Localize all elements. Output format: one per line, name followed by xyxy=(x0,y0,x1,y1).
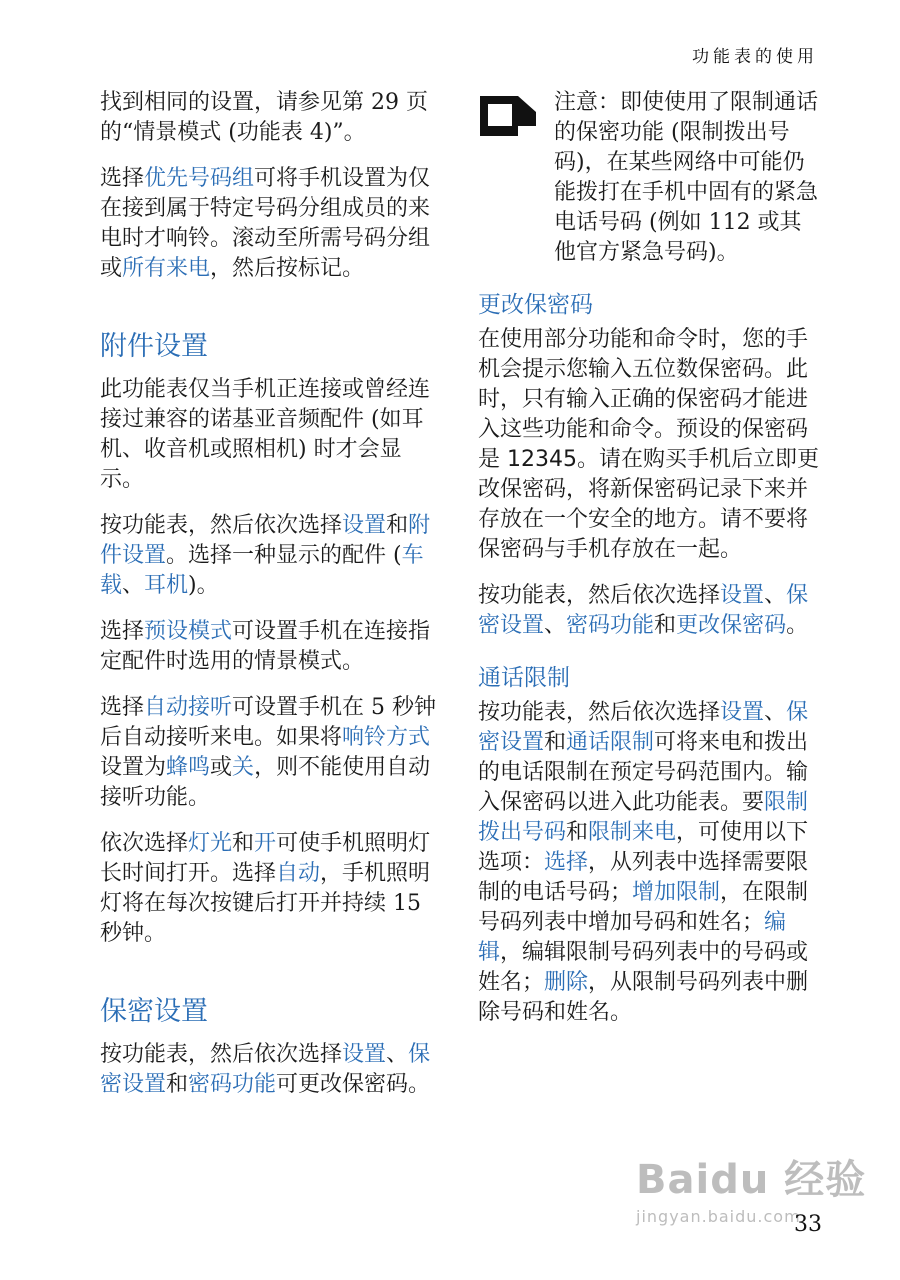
menu-option-restrict-outgoing: 限制拨出号码 xyxy=(478,790,809,845)
text-run: ：即使使用了限制通话的保密功能 (限制拨出号码)，在某些网络中可能仍能拨打在手机中固有的紧急电话号码 (例如 112 或其他官方紧急号码)。 xyxy=(554,90,819,265)
menu-option-all-calls: 所有来电 xyxy=(122,256,211,281)
text-run: 选择 xyxy=(100,619,145,644)
paragraph xyxy=(478,325,823,565)
menu-option-beep: 蜂鸣 xyxy=(166,755,211,780)
text-run: 按 xyxy=(478,583,501,608)
softkey-menu: 功能表 xyxy=(122,1042,189,1067)
text-run: ，然后按 xyxy=(210,256,299,281)
text-run: ，然后依次选择 xyxy=(566,583,721,608)
section-heading-change-security-code: 更改保密码 xyxy=(478,292,593,318)
text-run: 可使手机照明灯长时间打开。选择 xyxy=(100,831,431,886)
text-run: 按 xyxy=(100,1042,123,1067)
text-run: 、 xyxy=(764,583,787,608)
menu-option-auto-answer: 自动接听 xyxy=(144,695,233,720)
section-heading-call-restriction: 通话限制 xyxy=(478,665,570,691)
paragraph xyxy=(100,375,445,495)
paragraph xyxy=(100,511,445,601)
menu-option-restrict-incoming: 限制来电 xyxy=(588,820,677,845)
text-run: 按 xyxy=(478,700,501,725)
text-run: 和 xyxy=(386,513,409,538)
text-run: 可设置手机在连接指定配件时选用的情景模式。 xyxy=(100,619,431,674)
menu-option-priority-groups: 优先号码组 xyxy=(144,166,255,191)
menu-option-delete: 删除 xyxy=(544,970,589,995)
term-security-code: 保密码 xyxy=(698,357,765,382)
menu-option-security-settings: 保密设置 xyxy=(478,700,809,755)
menu-option-edit: 编辑 xyxy=(478,910,787,965)
paragraph xyxy=(478,581,823,641)
softkey-menu: 功能表 xyxy=(122,513,189,538)
text-run: ，在限制号码列表中增加号码和姓名； xyxy=(478,880,809,935)
paragraph xyxy=(100,829,445,949)
text-run: 、 xyxy=(544,613,567,638)
note-box xyxy=(478,88,823,268)
default-code: 12345 xyxy=(507,447,577,472)
menu-option-settings: 设置 xyxy=(720,700,765,725)
watermark-url: jingyan.baidu.com xyxy=(636,1207,801,1226)
paragraph xyxy=(100,617,445,677)
note-hand-icon xyxy=(478,94,538,138)
menu-option-access-codes: 密码功能 xyxy=(566,613,655,638)
menu-option-ringing-type: 响铃方式 xyxy=(342,725,431,750)
menu-option-lights: 灯光 xyxy=(188,831,233,856)
text-run: ，从列表中选择需要限制的电话号码； xyxy=(478,850,809,905)
text-run: 和 xyxy=(654,613,677,638)
menu-option-access-codes: 密码功能 xyxy=(188,1072,277,1097)
text-run: 可设置手机在 5 秒钟后自动接听来电。如果将 xyxy=(100,695,437,750)
text-run: 和 xyxy=(544,730,567,755)
menu-option-automatic: 自动 xyxy=(276,861,321,886)
page-header: 功能表的使用 xyxy=(692,47,818,67)
paragraph xyxy=(100,164,445,284)
text-run: 、 xyxy=(386,1042,409,1067)
menu-option-accessory-settings: 附件设置 xyxy=(100,513,431,568)
text-run: 和 xyxy=(566,820,589,845)
text-run: 选择 xyxy=(100,695,145,720)
menu-option-car: 车载 xyxy=(100,543,424,598)
section-heading-security-settings: 保密设置 xyxy=(100,996,208,1027)
menu-option-add-restriction: 增加限制 xyxy=(632,880,721,905)
paragraph xyxy=(478,698,823,1028)
menu-option-change-security-code: 更改保密码 xyxy=(676,613,787,638)
text-run: 、 xyxy=(764,700,787,725)
text-run: 和 xyxy=(232,831,255,856)
section-heading-accessory-settings: 附件设置 xyxy=(100,331,208,362)
text-run: 按 xyxy=(100,513,123,538)
text-run: ，然后依次选择 xyxy=(188,1042,343,1067)
text-run: ，从限制号码列表中删除号码和姓名。 xyxy=(478,970,809,1025)
right-column xyxy=(478,88,823,1044)
left-column xyxy=(100,88,445,1116)
text-run: 和 xyxy=(166,1072,189,1097)
text-run: )。 xyxy=(188,573,219,598)
text-run: 可将来电和拨出的电话限制在预定号码范围内。输入保密码以进入此功能表。要 xyxy=(478,730,809,815)
watermark-brand: Baidu 经验 xyxy=(636,1157,867,1203)
text-run: ，编辑限制号码列表中的号码或姓名； xyxy=(478,940,809,995)
menu-option-call-restriction: 通话限制 xyxy=(566,730,655,755)
watermark xyxy=(636,1148,866,1226)
menu-option-select: 选择 xyxy=(544,850,589,875)
text-run: ，手机照明灯将在每次按键后打开并持续 15 秒钟。 xyxy=(100,861,431,946)
text-run: 此功能表仅当手机正连接或曾经连接过兼容的诺基亚音频配件 (如耳机、收音机或照相机) 时才会显示。 xyxy=(100,377,431,492)
text-run: 。 xyxy=(786,613,809,638)
text-run: 找到相同的设置，请参见第 29 页的“情景模式 (功能表 4)”。 xyxy=(100,90,428,145)
text-run: ，然后依次选择 xyxy=(188,513,343,538)
menu-option-default-profile: 预设模式 xyxy=(144,619,233,644)
paragraph xyxy=(100,1040,445,1100)
text-run: ，然后依次选择 xyxy=(566,700,721,725)
note-text xyxy=(554,88,823,268)
softkey-menu: 功能表 xyxy=(500,700,567,725)
text-run: 。此时，只有输入正确的保密码才能进入这些功能和命令。预设的保密码是 xyxy=(478,357,809,472)
menu-option-headset: 耳机 xyxy=(144,573,189,598)
note-label: 注意 xyxy=(554,90,599,115)
menu-option-settings: 设置 xyxy=(342,513,387,538)
menu-option-security-settings: 保密设置 xyxy=(100,1042,431,1097)
menu-option-security-settings: 保密设置 xyxy=(478,583,809,638)
text-run: 设置为 xyxy=(100,755,167,780)
text-run: 、 xyxy=(122,573,145,598)
text-run: ，可使用以下选项： xyxy=(478,820,809,875)
menu-option-off: 关 xyxy=(232,755,255,780)
menu-option-settings: 设置 xyxy=(720,583,765,608)
text-run: 可将手机设置为仅在接到属于特定号码分组成员的来电时才响铃。滚动至所需号码分组或 xyxy=(100,166,431,281)
softkey-menu: 功能表 xyxy=(500,583,567,608)
softkey-mark: 标记 xyxy=(298,256,343,281)
text-run: 在使用部分功能和命令时，您的手机会提示您输入五位数 xyxy=(478,327,809,382)
text-run: 可更改保密码。 xyxy=(276,1072,431,1097)
text-run: 或 xyxy=(210,755,233,780)
menu-option-on: 开 xyxy=(254,831,277,856)
text-run: 。选择一种显示的配件 ( xyxy=(166,543,402,568)
text-run: 选择 xyxy=(100,166,145,191)
menu-option-settings: 设置 xyxy=(342,1042,387,1067)
text-run: ，则不能使用自动接听功能。 xyxy=(100,755,431,810)
paragraph xyxy=(100,693,445,813)
text-run: 。请在购买手机后立即更改保密码，将新保密码记录下来并存放在一个安全的地方。请不要将保密码与手机存放在一起。 xyxy=(478,447,820,562)
text-run: 。 xyxy=(342,256,365,281)
paragraph xyxy=(100,88,445,148)
text-run: 依次选择 xyxy=(100,831,189,856)
page-number: 33 xyxy=(794,1212,822,1237)
